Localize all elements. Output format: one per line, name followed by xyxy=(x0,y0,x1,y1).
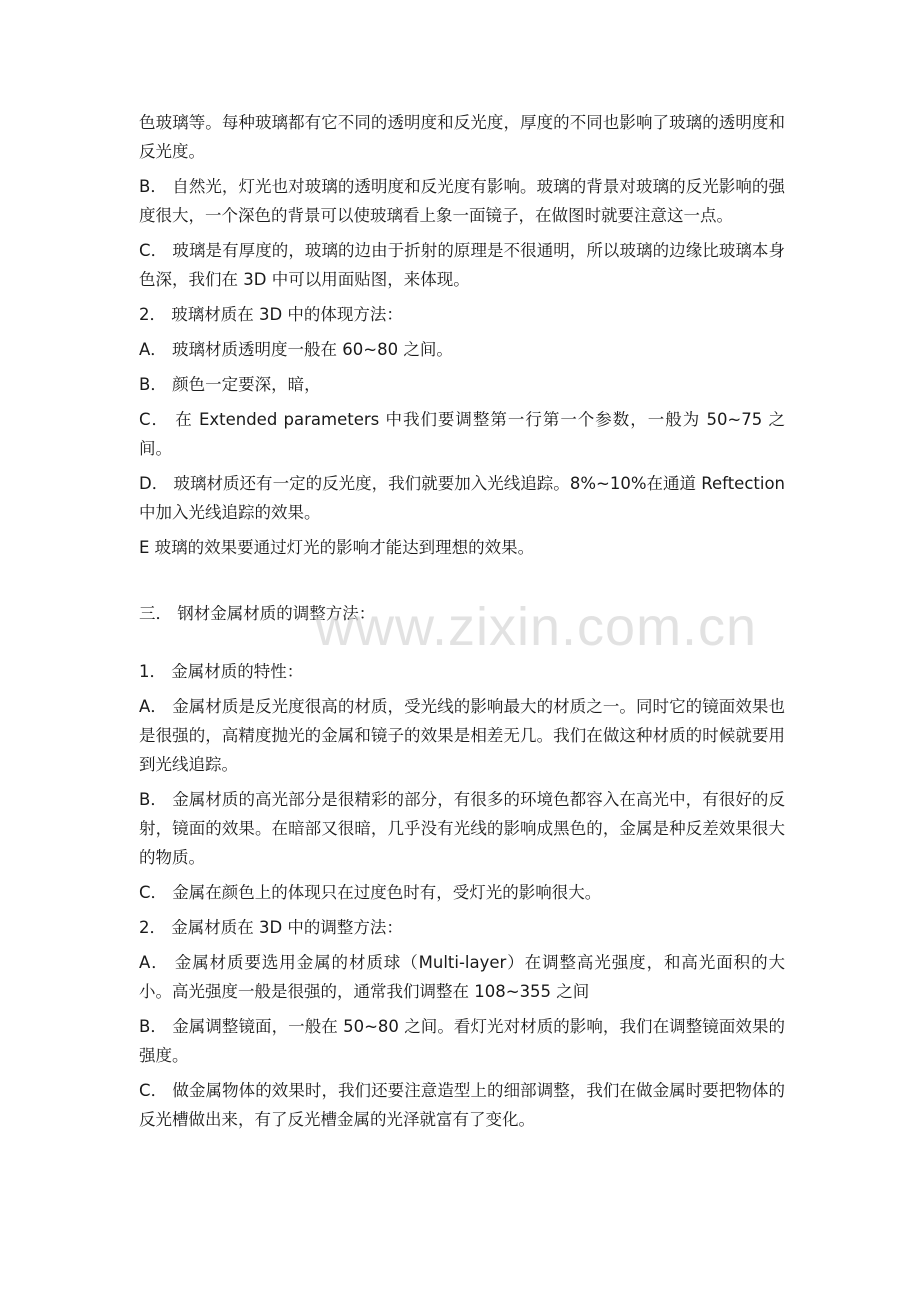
paragraph-glass-3d-e: E 玻璃的效果要通过灯光的影响才能达到理想的效果。 xyxy=(139,538,535,557)
paragraph-glass-c: C． 玻璃是有厚度的，玻璃的边由于折射的原理是不很通明，所以玻璃的边缘比玻璃本身色深，我们在 3D 中可以用面贴图，来体现。 xyxy=(139,241,785,289)
section-heading-metal: 三． 钢材金属材质的调整方法： xyxy=(139,604,376,623)
paragraph-glass-b: B． 自然光，灯光也对玻璃的透明度和反光度有影响。玻璃的背景对玻璃的反光影响的强度很大，一个深色的背景可以使玻璃看上象一面镜子，在做图时就要注意这一点。 xyxy=(139,177,785,225)
paragraph-metal-a: A． 金属材质是反光度很高的材质，受光线的影响最大的材质之一。同时它的镜面效果也是很强的，高精度抛光的金属和镜子的效果是相差无几。我们在做这种材质的时候就要用到光线追踪。 xyxy=(139,697,785,774)
spacer xyxy=(139,568,785,599)
paragraph-glass-types: 色玻璃等。每种玻璃都有它不同的透明度和反光度，厚度的不同也影响了玻璃的透明度和反光度。 xyxy=(139,113,785,161)
paragraph-glass-3d-b: B． 颜色一定要深，暗， xyxy=(139,375,321,394)
paragraph-glass-3d-a: A． 玻璃材质透明度一般在 60~80 之间。 xyxy=(139,340,453,359)
spacer xyxy=(139,634,785,657)
paragraph-metal-3d-a: A． 金属材质要选用金属的材质球（Multi-layer）在调整高光强度，和高光面积的大小。高光强度一般是很强的，通常我们调整在 108~355 之间 xyxy=(139,953,785,1001)
paragraph-glass-3d-d: D． 玻璃材质还有一定的反光度，我们就要加入光线追踪。8%~10%在通道 Reftection 中加入光线追踪的效果。 xyxy=(139,474,785,522)
paragraph-glass-3d-c: C． 在 Extended parameters 中我们要调整第一行第一个参数，一般为 50~75 之间。 xyxy=(139,410,785,458)
document-body xyxy=(139,108,785,1140)
watermark: www.zixin.com.cn xyxy=(315,597,758,657)
paragraph-metal-3d-b: B． 金属调整镜面，一般在 50~80 之间。看灯光对材质的影响，我们在调整镜面效果的强度。 xyxy=(139,1017,785,1065)
heading-metal-3d-method: 2． 金属材质在 3D 中的调整方法： xyxy=(139,918,403,937)
heading-glass-3d-method: 2． 玻璃材质在 3D 中的体现方法： xyxy=(139,305,403,324)
paragraph-metal-c: C． 金属在颜色上的体现只在过度色时有，受灯光的影响很大。 xyxy=(139,883,602,902)
heading-metal-properties: 1． 金属材质的特性： xyxy=(139,662,304,681)
paragraph-metal-b: B． 金属材质的高光部分是很精彩的部分，有很多的环境色都容入在高光中，有很好的反射，镜面的效果。在暗部又很暗，几乎没有光线的影响成黑色的，金属是种反差效果很大的物质。 xyxy=(139,790,785,867)
paragraph-metal-3d-c: C． 做金属物体的效果时，我们还要注意造型上的细部调整，我们在做金属时要把物体的反光槽做出来，有了反光槽金属的光泽就富有了变化。 xyxy=(139,1081,785,1129)
